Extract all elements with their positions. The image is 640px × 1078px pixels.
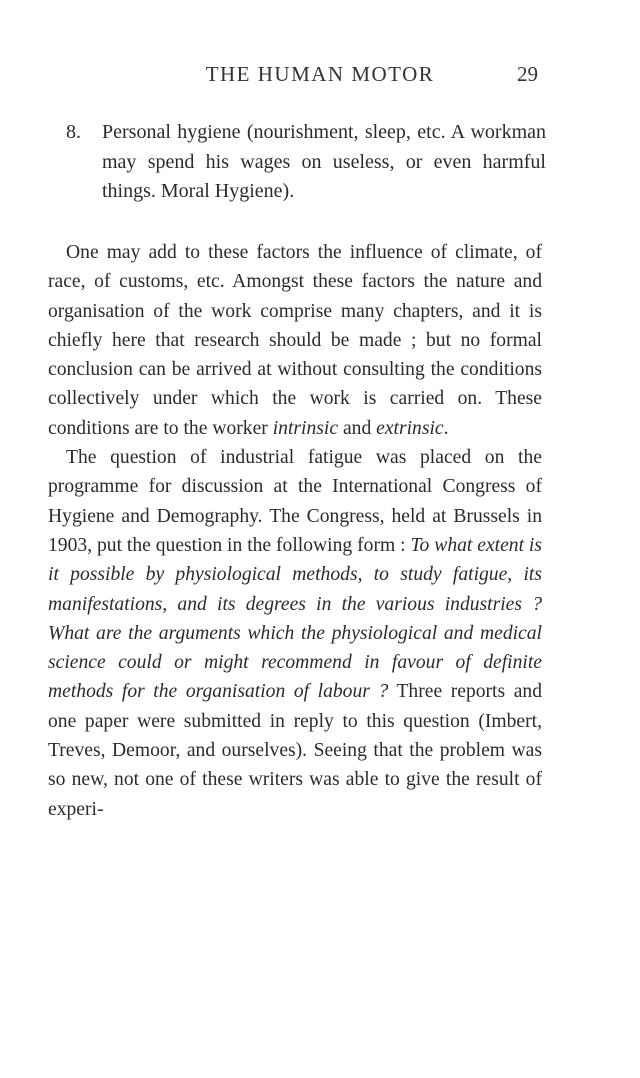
list-item-number: 8. <box>66 121 81 143</box>
paragraph-text: Three reports and one paper were submitted in reply to this question (Imbert, Treves, Demoor, and ourselves). Seeing that the problem was so new, not one of these writers was able to give the result of experi- <box>48 681 542 820</box>
paragraph-text: The question of industrial fatigue was placed on the programme for discussion at the International Congress of Hygiene and Demography. The Congress, held at Brussels in 1903, put the question in the following form : <box>48 447 542 556</box>
paragraph <box>48 238 542 443</box>
italic-term: extrinsic <box>376 417 444 439</box>
paragraph <box>48 443 542 824</box>
italic-term: intrinsic <box>272 417 339 439</box>
italic-question: To what extent is it possible by physiological methods, to study fatigue, its manifestations, and its degrees in the various industries ? What are the arguments which the physiological and medical science could or might recommend in favour of definite methods for the organisation of labour ? <box>48 534 542 703</box>
paragraph-text: . <box>443 417 449 439</box>
page-header <box>0 62 640 92</box>
list-item <box>66 118 546 207</box>
body-text <box>48 238 542 824</box>
running-title: THE HUMAN MOTOR <box>205 62 435 86</box>
paragraph-text: and <box>338 417 377 439</box>
paragraph-text: One may add to these factors the influence of climate, of race, of customs, etc. Amongst these factors the nature and organisation of the work comprise many chapters, and it is chiefly here that research should be made ; but no formal conclusion can be arrived at without consulting the conditions collectively under which the work is carried on. These conditions are to the worker <box>48 242 542 439</box>
page-number: 29 <box>517 62 538 86</box>
list-item-text: Personal hygiene (nourishment, sleep, etc. A workman may spend his wages on useless, or even harmful things. Moral Hygiene). <box>102 121 546 202</box>
